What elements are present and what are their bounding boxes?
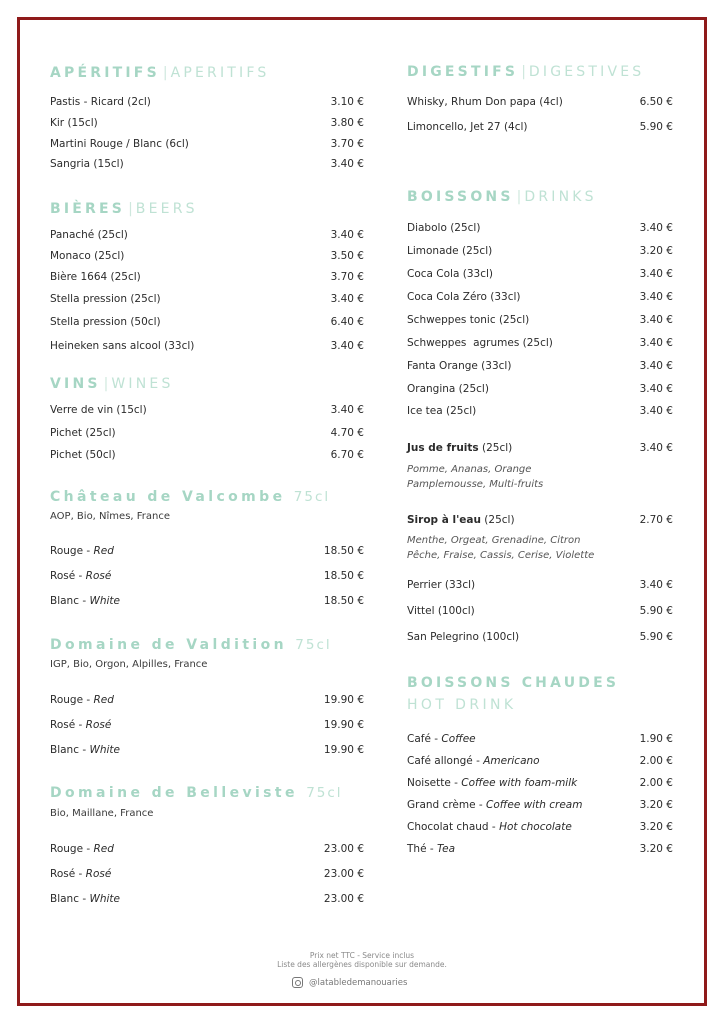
heading-en: APERITIFS: [170, 65, 270, 81]
item-price: 2.00 €: [639, 777, 673, 789]
item-name: Rosé - Rosé: [50, 719, 112, 731]
item-name: San Pelegrino (100cl): [407, 631, 520, 643]
boissons-heading: BOISSONS | DRINKS: [407, 189, 597, 205]
vins-heading: VINS | WINES: [50, 376, 174, 392]
heading-en: BEERS: [135, 201, 198, 217]
item-name: Monaco (25cl): [50, 250, 125, 262]
menu-item: [407, 119, 673, 135]
aperitifs-heading: APÉRITIFS | APERITIFS: [50, 65, 270, 81]
menu-item: [407, 841, 673, 857]
item-name: Whisky, Rhum Don papa (4cl): [407, 96, 563, 108]
item-name: Blanc - White: [50, 893, 120, 905]
item-price: 3.40 €: [639, 291, 673, 303]
item-name: Ice tea (25cl): [407, 405, 477, 417]
item-price: 6.70 €: [330, 449, 364, 461]
item-name: Thé - Tea: [407, 843, 456, 855]
menu-item: [407, 243, 673, 259]
menu-item: [407, 220, 673, 236]
item-price: 3.20 €: [639, 843, 673, 855]
footer-notice: [0, 951, 724, 969]
item-name: Panaché (25cl): [50, 229, 128, 241]
item-price: 3.40 €: [639, 405, 673, 417]
menu-item: [50, 841, 364, 857]
item-name: Martini Rouge / Blanc (6cl): [50, 138, 189, 150]
menu-item: [407, 775, 673, 791]
heading-fr: BOISSONS: [407, 189, 514, 205]
item-price: 3.40 €: [639, 222, 673, 234]
menu-item: [407, 629, 673, 645]
item-name: Fanta Orange (33cl): [407, 360, 512, 372]
instagram-handle: @latabledemanouaries: [309, 977, 408, 988]
item-price: 3.20 €: [639, 799, 673, 811]
item-name: Rouge - Red: [50, 694, 114, 706]
item-price: 23.00 €: [323, 893, 364, 905]
chaudes-heading: [407, 675, 619, 691]
item-name: Diabolo (25cl): [407, 222, 481, 234]
winery-origin: AOP, Bio, Nîmes, France: [50, 511, 171, 522]
item-price: 5.90 €: [639, 605, 673, 617]
item-name: Schweppes tonic (25cl): [407, 314, 530, 326]
item-name: Pastis - Ricard (2cl): [50, 96, 151, 108]
item-price: 6.50 €: [639, 96, 673, 108]
item-price: 3.40 €: [639, 337, 673, 349]
digestifs-heading: DIGESTIFS | DIGESTIVES: [407, 64, 645, 80]
item-price: 23.00 €: [323, 843, 364, 855]
menu-item: [407, 731, 673, 747]
menu-item: [50, 425, 364, 441]
item-name: Rosé - Rosé: [50, 570, 112, 582]
menu-item: [407, 381, 673, 397]
item-name: Limoncello, Jet 27 (4cl): [407, 121, 528, 133]
item-name: Coca Cola (33cl): [407, 268, 493, 280]
menu-item: [50, 115, 364, 131]
item-price: 18.50 €: [323, 545, 364, 557]
item-name: Chocolat chaud - Hot chocolate: [407, 821, 572, 833]
item-price: 2.00 €: [639, 755, 673, 767]
menu-item: [50, 891, 364, 907]
item-price: 3.40 €: [639, 442, 673, 454]
item-price: 3.80 €: [330, 117, 364, 129]
winery-name: Domaine de Belleviste: [50, 785, 298, 801]
menu-item: [50, 866, 364, 882]
item-price: 3.40 €: [639, 383, 673, 395]
item-name: Jus de fruits (25cl): [407, 442, 513, 454]
item-price: 3.50 €: [330, 250, 364, 262]
item-name: Rouge - Red: [50, 843, 114, 855]
winery-origin: Bio, Maillane, France: [50, 808, 154, 819]
item-name: Sirop à l'eau (25cl): [407, 514, 515, 526]
item-name: Schweppes agrumes (25cl): [407, 337, 553, 349]
item-price: 3.40 €: [639, 314, 673, 326]
item-name: Pichet (50cl): [50, 449, 116, 461]
menu-item: [50, 717, 364, 733]
item-price: 19.90 €: [323, 719, 364, 731]
instagram-link[interactable]: [292, 977, 407, 988]
menu-item: [407, 577, 673, 593]
menu-item: [50, 156, 364, 172]
item-name: Stella pression (50cl): [50, 316, 161, 328]
menu-item: [50, 227, 364, 243]
menu-item: [407, 289, 673, 305]
item-price: 3.40 €: [330, 229, 364, 241]
heading-en: HOT DRINK: [407, 697, 517, 713]
item-name: Verre de vin (15cl): [50, 404, 147, 416]
item-description: Pomme, Ananas, Orange Pamplemousse, Multi-fruits: [407, 464, 544, 490]
item-name: Pichet (25cl): [50, 427, 116, 439]
item-name: Blanc - White: [50, 744, 120, 756]
item-name: Perrier (33cl): [407, 579, 476, 591]
instagram-icon: [292, 977, 303, 988]
item-price: 3.20 €: [639, 245, 673, 257]
item-price: 3.20 €: [639, 821, 673, 833]
heading-fr: BIÈRES: [50, 201, 126, 217]
item-price: 3.40 €: [330, 158, 364, 170]
heading-fr: DIGESTIFS: [407, 64, 519, 80]
menu-item: [50, 543, 364, 559]
item-price: 6.40 €: [330, 316, 364, 328]
item-name: Bière 1664 (25cl): [50, 271, 141, 283]
item-price: 5.90 €: [639, 121, 673, 133]
menu-item: [407, 753, 673, 769]
item-price: 23.00 €: [323, 868, 364, 880]
item-price: 1.90 €: [639, 733, 673, 745]
item-price: 4.70 €: [330, 427, 364, 439]
menu-item: [50, 742, 364, 758]
winery-volume: 75cl: [295, 637, 332, 653]
menu-item: [407, 819, 673, 835]
menu-item: [407, 266, 673, 282]
menu-item: [50, 692, 364, 708]
menu-item-jus: [407, 440, 673, 456]
winery-origin: IGP, Bio, Orgon, Alpilles, France: [50, 659, 208, 670]
item-name: Stella pression (25cl): [50, 293, 161, 305]
menu-item: [50, 136, 364, 152]
heading-fr: BOISSONS CHAUDES: [407, 675, 620, 691]
menu-item: [50, 568, 364, 584]
item-price: 3.40 €: [330, 404, 364, 416]
item-price: 3.40 €: [639, 579, 673, 591]
winery-volume: 75cl: [293, 489, 331, 505]
item-price: 19.90 €: [323, 744, 364, 756]
menu-item: [50, 291, 364, 307]
winery-heading: [50, 637, 332, 653]
item-price: 19.90 €: [323, 694, 364, 706]
winery-heading: [50, 785, 343, 801]
menu-item: [407, 358, 673, 374]
item-price: 3.70 €: [330, 271, 364, 283]
menu-item-sirop: [407, 512, 673, 528]
item-price: 3.40 €: [330, 293, 364, 305]
item-name: Coca Cola Zéro (33cl): [407, 291, 521, 303]
menu-item: [50, 314, 364, 330]
menu-item: [50, 94, 364, 110]
footer-line-allergens: Liste des allergènes disponible sur demande.: [277, 960, 447, 969]
heading-en: DIGESTIVES: [528, 64, 645, 80]
winery-name: Château de Valcombe: [50, 489, 286, 505]
item-name: Rouge - Red: [50, 545, 114, 557]
menu-item: [407, 94, 673, 110]
item-name: Rosé - Rosé: [50, 868, 112, 880]
item-price: 18.50 €: [323, 595, 364, 607]
item-name: Blanc - White: [50, 595, 120, 607]
item-name: Kir (15cl): [50, 117, 98, 129]
item-name: Limonade (25cl): [407, 245, 493, 257]
item-name: Café allongé - Americano: [407, 755, 540, 767]
item-name: Orangina (25cl): [407, 383, 489, 395]
heading-fr: VINS: [50, 376, 101, 392]
item-name: Noisette - Coffee with foam-milk: [407, 777, 578, 789]
menu-item: [50, 593, 364, 609]
item-price: 3.10 €: [330, 96, 364, 108]
item-price: 2.70 €: [639, 514, 673, 526]
item-price: 3.40 €: [639, 268, 673, 280]
winery-volume: 75cl: [306, 785, 343, 801]
menu-item: [407, 403, 673, 419]
winery-name: Domaine de Valdition: [50, 637, 288, 653]
menu-item: [407, 335, 673, 351]
heading-en: WINES: [111, 376, 174, 392]
bieres-heading: BIÈRES | BEERS: [50, 201, 198, 217]
item-price: 3.70 €: [330, 138, 364, 150]
menu-item: [50, 447, 364, 463]
item-name: Grand crème - Coffee with cream: [407, 799, 583, 811]
item-price: 5.90 €: [639, 631, 673, 643]
menu-item: [50, 269, 364, 285]
item-price: 3.40 €: [639, 360, 673, 372]
item-name: Vittel (100cl): [407, 605, 475, 617]
winery-heading: [50, 489, 330, 505]
menu-item: [407, 603, 673, 619]
item-name: Sangria (15cl): [50, 158, 124, 170]
heading-fr: APÉRITIFS: [50, 65, 160, 81]
item-price: 18.50 €: [323, 570, 364, 582]
menu-item: [407, 312, 673, 328]
item-name: Heineken sans alcool (33cl): [50, 340, 195, 352]
menu-item: [50, 338, 364, 354]
heading-en: DRINKS: [524, 189, 597, 205]
menu-item: [50, 402, 364, 418]
menu-item: [50, 248, 364, 264]
footer-line-tax: Prix net TTC - Service inclus: [309, 951, 415, 960]
menu-item: [407, 797, 673, 813]
item-description: Menthe, Orgeat, Grenadine, Citron Pêche, Fraise, Cassis, Cerise, Violette: [407, 535, 595, 561]
item-name: Café - Coffee: [407, 733, 476, 745]
item-price: 3.40 €: [330, 340, 364, 352]
